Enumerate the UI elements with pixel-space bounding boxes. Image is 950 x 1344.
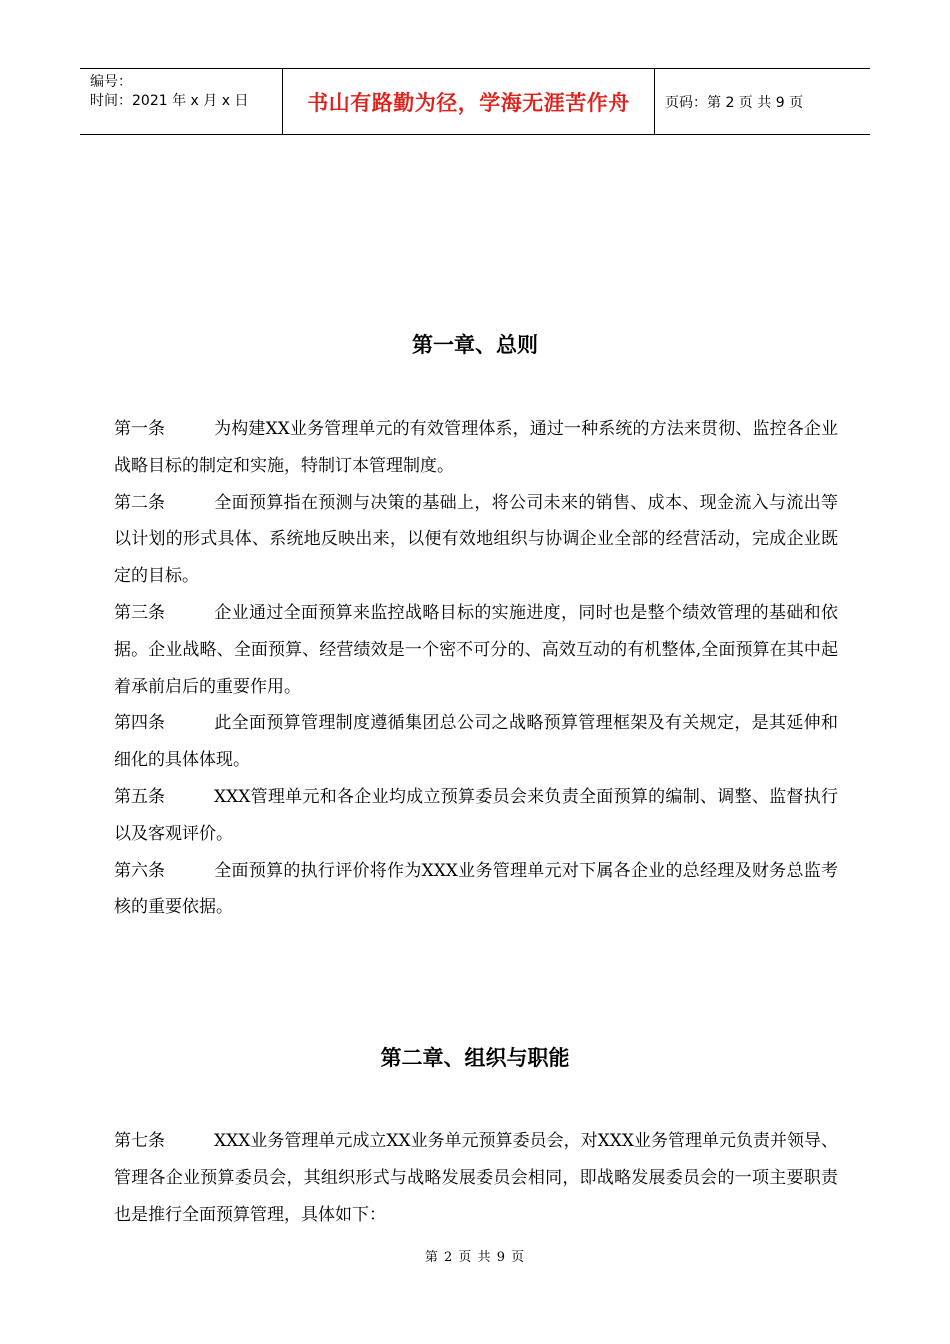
article-1 — [114, 411, 838, 485]
header-motto-cell — [283, 69, 655, 134]
article-2 — [114, 485, 838, 595]
article-text: 此全面预算管理制度遵循集团总公司之战略预算管理框架及有关规定，是其延伸和细化的具体体现。 — [114, 713, 838, 771]
chapter-2-articles — [114, 1123, 838, 1233]
article-number: 第四条 — [114, 713, 165, 734]
article-number: 第五条 — [114, 786, 165, 807]
header-meta-cell — [80, 69, 283, 134]
article-6 — [114, 853, 838, 927]
article-text: 企业通过全面预算来监控战略目标的实施进度，同时也是整个绩效管理的基础和依据。企业战略、全面预算、经营绩效是一个密不可分的、高效互动的有机整体,全面预算在其中起着承前启后的重要作用。 — [114, 602, 838, 697]
article-number: 第二条 — [114, 492, 165, 513]
page-footer: 第 2 页 共 9 页 — [424, 1250, 526, 1265]
chapter-1-articles — [114, 411, 838, 926]
header-table — [80, 68, 870, 135]
article-3 — [114, 595, 838, 705]
header-page-label: 页码：第 2 页 共 9 页 — [665, 94, 804, 111]
number-label: 编号： — [90, 74, 132, 90]
article-number: 第一条 — [114, 419, 165, 439]
article-number: 第三条 — [114, 602, 165, 623]
article-number: 第七条 — [114, 1131, 165, 1151]
article-text: 为构建XX业务管理单元的有效管理体系，通过一种系统的方法来贯彻、监控各企业战略目标的制定和实施，特制订本管理制度。 — [114, 419, 838, 476]
motto-text: 书山有路勤为径，学海无涯苦作舟 — [307, 90, 630, 115]
article-text: XXX管理单元和各企业均成立预算委员会来负责全面预算的编制、调整、监督执行以及客观评价。 — [114, 786, 838, 844]
article-4 — [114, 705, 838, 779]
chapter-2-title: 第二章、组织与职能 — [380, 1046, 570, 1070]
article-number: 第六条 — [114, 860, 165, 881]
chapter-1-title: 第一章、总则 — [412, 333, 538, 357]
article-text: 全面预算的执行评价将作为XXX业务管理单元对下属各企业的总经理及财务总监考核的重要依据。 — [114, 860, 838, 918]
article-7 — [114, 1123, 838, 1233]
article-text: 全面预算指在预测与决策的基础上，将公司未来的销售、成本、现金流入与流出等以计划的形式具体、系统地反映出来，以便有效地组织与协调企业全部的经营活动，完成企业既定的目标。 — [114, 492, 838, 587]
date-label: 时间：2021 年 x 月 x 日 — [90, 93, 249, 109]
header-page-cell — [655, 69, 870, 134]
article-5 — [114, 779, 838, 853]
article-text: XXX业务管理单元成立XX业务单元预算委员会，对XXX业务管理单元负责并领导、管理各企业预算委员会，其组织形式与战略发展委员会相同，即战略发展委员会的一项主要职责也是推行全面预算管理，具体如下： — [114, 1131, 838, 1225]
